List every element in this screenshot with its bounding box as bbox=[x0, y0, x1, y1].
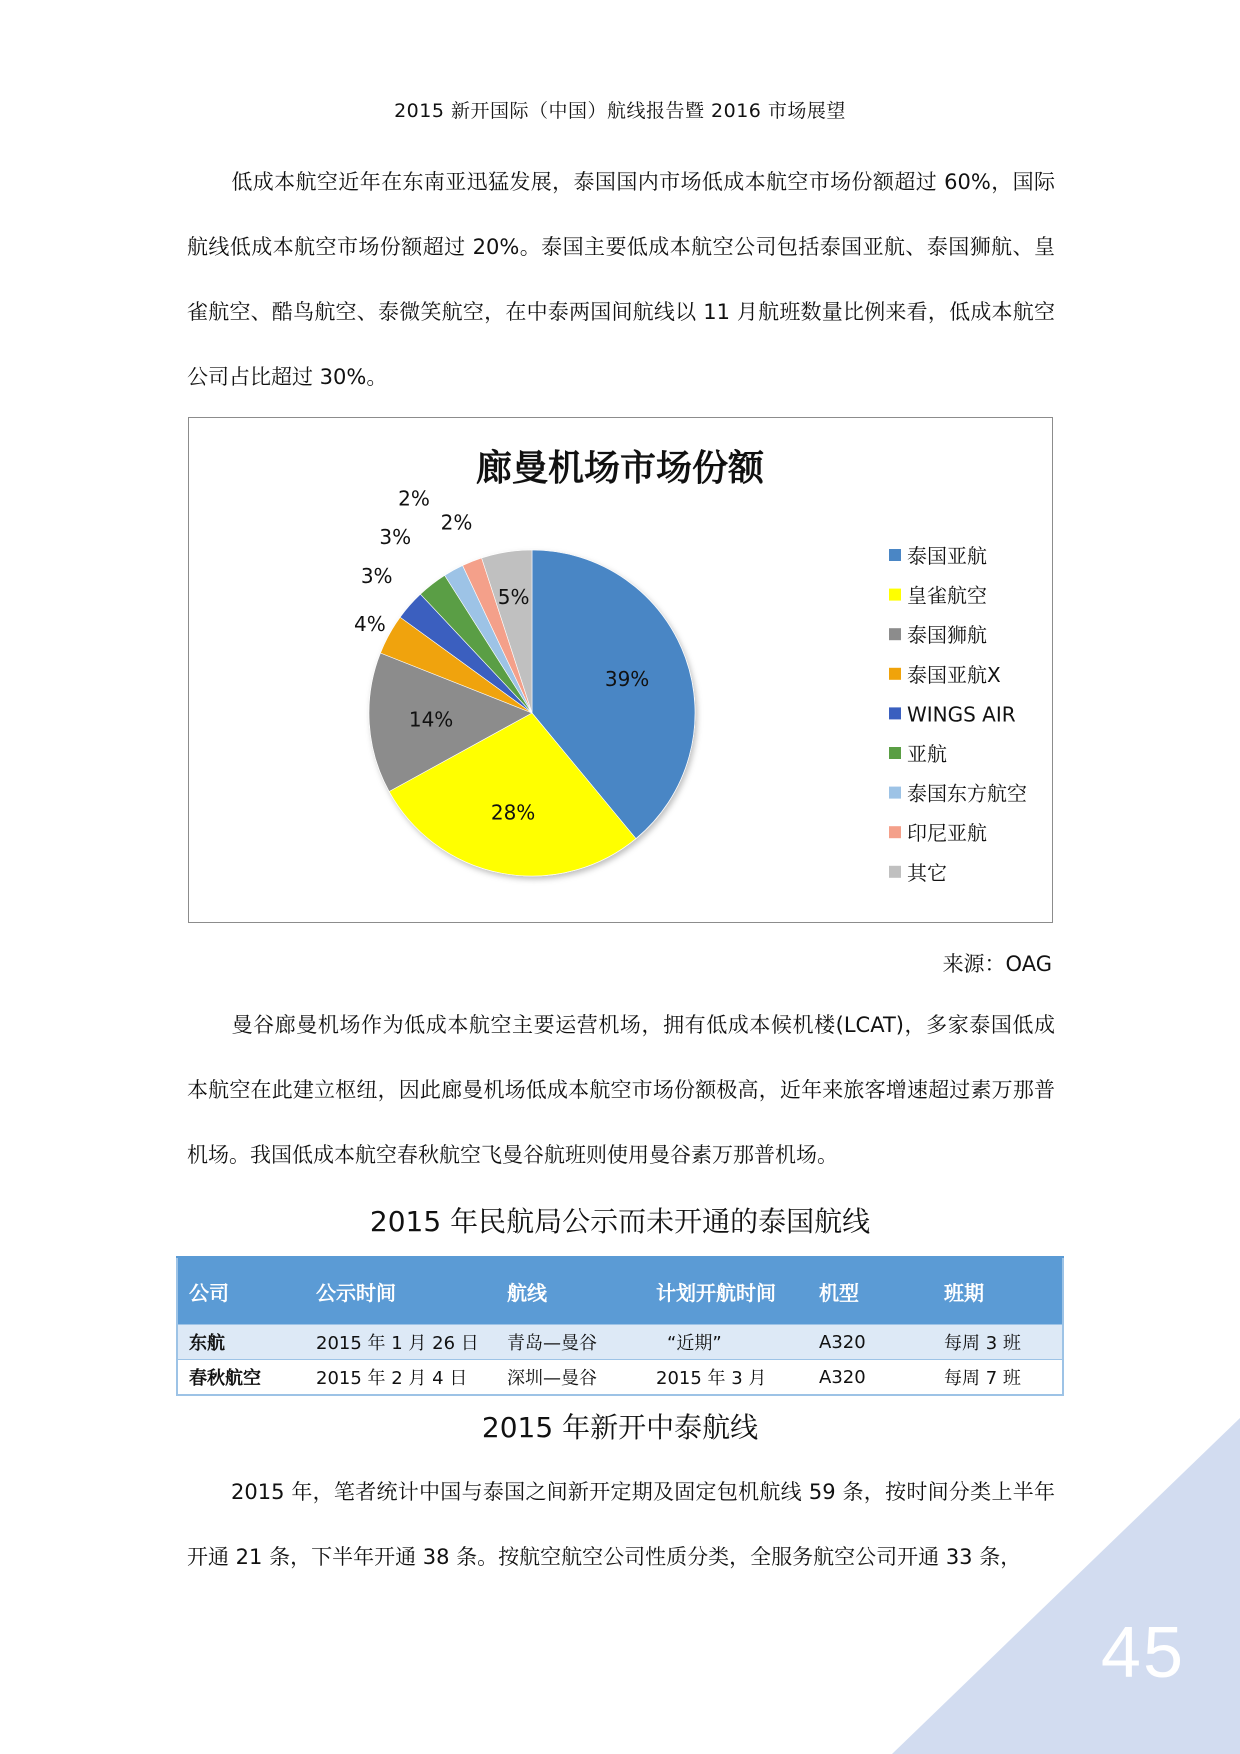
page-number: 45 bbox=[1100, 1613, 1185, 1693]
table-title: 2015 年民航局公示而未开通的泰国航线 bbox=[369, 1205, 871, 1238]
table-header-cell: 机型 bbox=[808, 1257, 933, 1325]
table-cell: 每周 3 班 bbox=[933, 1325, 1063, 1360]
legend-swatch bbox=[889, 826, 901, 838]
table-header-row bbox=[177, 1257, 1063, 1325]
pie-data-label: 3% bbox=[360, 564, 393, 589]
table-cell: 春秋航空 bbox=[177, 1360, 305, 1396]
route-table bbox=[176, 1256, 1064, 1396]
table-cell: 2015 年 1 月 26 日 bbox=[305, 1325, 496, 1360]
pie-chart-frame bbox=[188, 417, 1053, 923]
pie-data-label: 5% bbox=[497, 585, 530, 610]
legend-swatch bbox=[889, 668, 901, 680]
paragraph-airport bbox=[187, 993, 1055, 1188]
table-cell: 2015 年 2 月 4 日 bbox=[305, 1360, 496, 1396]
pie-data-label: 2% bbox=[398, 486, 430, 511]
table-row bbox=[177, 1325, 1063, 1360]
table-header-cell: 航线 bbox=[496, 1257, 645, 1325]
pie-data-label: 28% bbox=[490, 800, 536, 825]
table-row bbox=[177, 1360, 1063, 1396]
paragraph-intro bbox=[187, 150, 1055, 410]
legend-swatch bbox=[889, 747, 901, 759]
table-cell: A320 bbox=[808, 1325, 933, 1360]
source-note: 来源：OAG bbox=[942, 952, 1052, 976]
legend-label: 其它 bbox=[907, 860, 947, 885]
legend-label: 皇雀航空 bbox=[907, 583, 987, 608]
table-header-cell: 公司 bbox=[177, 1257, 305, 1325]
legend-swatch bbox=[889, 549, 901, 561]
pie-data-label: 39% bbox=[604, 666, 650, 691]
legend-swatch bbox=[889, 707, 901, 719]
pie-data-label: 3% bbox=[379, 524, 412, 549]
legend-swatch bbox=[889, 589, 901, 601]
running-header: 2015 新开国际（中国）航线报告暨 2016 市场展望 bbox=[394, 100, 846, 122]
paragraph-intro-text: 低成本航空近年在东南亚迅猛发展，泰国国内市场低成本航空市场份额超过 60%，国际航线低成本航空市场份额超过 20%。泰国主要低成本航空公司包括泰国亚航、泰国狮航、皇雀航空、酷鸟航空、泰微笑航空，在中泰两国间航线以 11 月航班数量比例来看，低成本航空公司占比超过 30%。 bbox=[187, 170, 1055, 389]
paragraph-new-routes bbox=[187, 1460, 1055, 1590]
table-header-cell: 计划开航时间 bbox=[645, 1257, 808, 1325]
table-cell: A320 bbox=[808, 1360, 933, 1396]
paragraph-new-routes-text: 2015 年，笔者统计中国与泰国之间新开定期及固定包机航线 59 条，按时间分类上半年开通 21 条，下半年开通 38 条。按航空航空公司性质分类，全服务航空公司开通 33 条， bbox=[187, 1480, 1055, 1569]
pie-data-label: 2% bbox=[440, 510, 473, 535]
pie-data-label: 14% bbox=[408, 707, 454, 732]
market-share-pie-chart bbox=[189, 418, 1052, 922]
table-cell: 青岛—曼谷 bbox=[496, 1325, 645, 1360]
legend-swatch bbox=[889, 866, 901, 878]
table-cell: “近期” bbox=[645, 1325, 808, 1360]
legend-label: 泰国亚航X bbox=[907, 662, 1001, 687]
section-title: 2015 年新开中泰航线 bbox=[481, 1411, 759, 1444]
paragraph-airport-text: 曼谷廊曼机场作为低成本航空主要运营机场，拥有低成本候机楼(LCAT)，多家泰国低成本航空在此建立枢纽，因此廊曼机场低成本航空市场份额极高，近年来旅客增速超过素万那普机场。我国低成本航空春秋航空飞曼谷航班则使用曼谷素万那普机场。 bbox=[187, 1013, 1055, 1167]
legend-swatch bbox=[889, 787, 901, 799]
table-header-cell: 公示时间 bbox=[305, 1257, 496, 1325]
chart-title: 廊曼机场市场份额 bbox=[475, 448, 765, 489]
table-header-cell: 班期 bbox=[933, 1257, 1063, 1325]
pie-data-label: 4% bbox=[354, 611, 386, 636]
legend-label: 亚航 bbox=[907, 742, 947, 766]
legend-swatch bbox=[889, 628, 901, 640]
table-cell: 2015 年 3 月 bbox=[645, 1360, 808, 1396]
table-cell: 每周 7 班 bbox=[933, 1360, 1063, 1396]
legend-label: 印尼亚航 bbox=[907, 821, 987, 846]
legend-label: 泰国亚航 bbox=[907, 544, 987, 568]
legend-label: 泰国狮航 bbox=[907, 623, 987, 648]
legend-label: WINGS AIR bbox=[907, 702, 1016, 727]
table-cell: 深圳—曼谷 bbox=[496, 1360, 645, 1396]
table-cell: 东航 bbox=[177, 1325, 305, 1360]
legend-label: 泰国东方航空 bbox=[907, 781, 1027, 806]
